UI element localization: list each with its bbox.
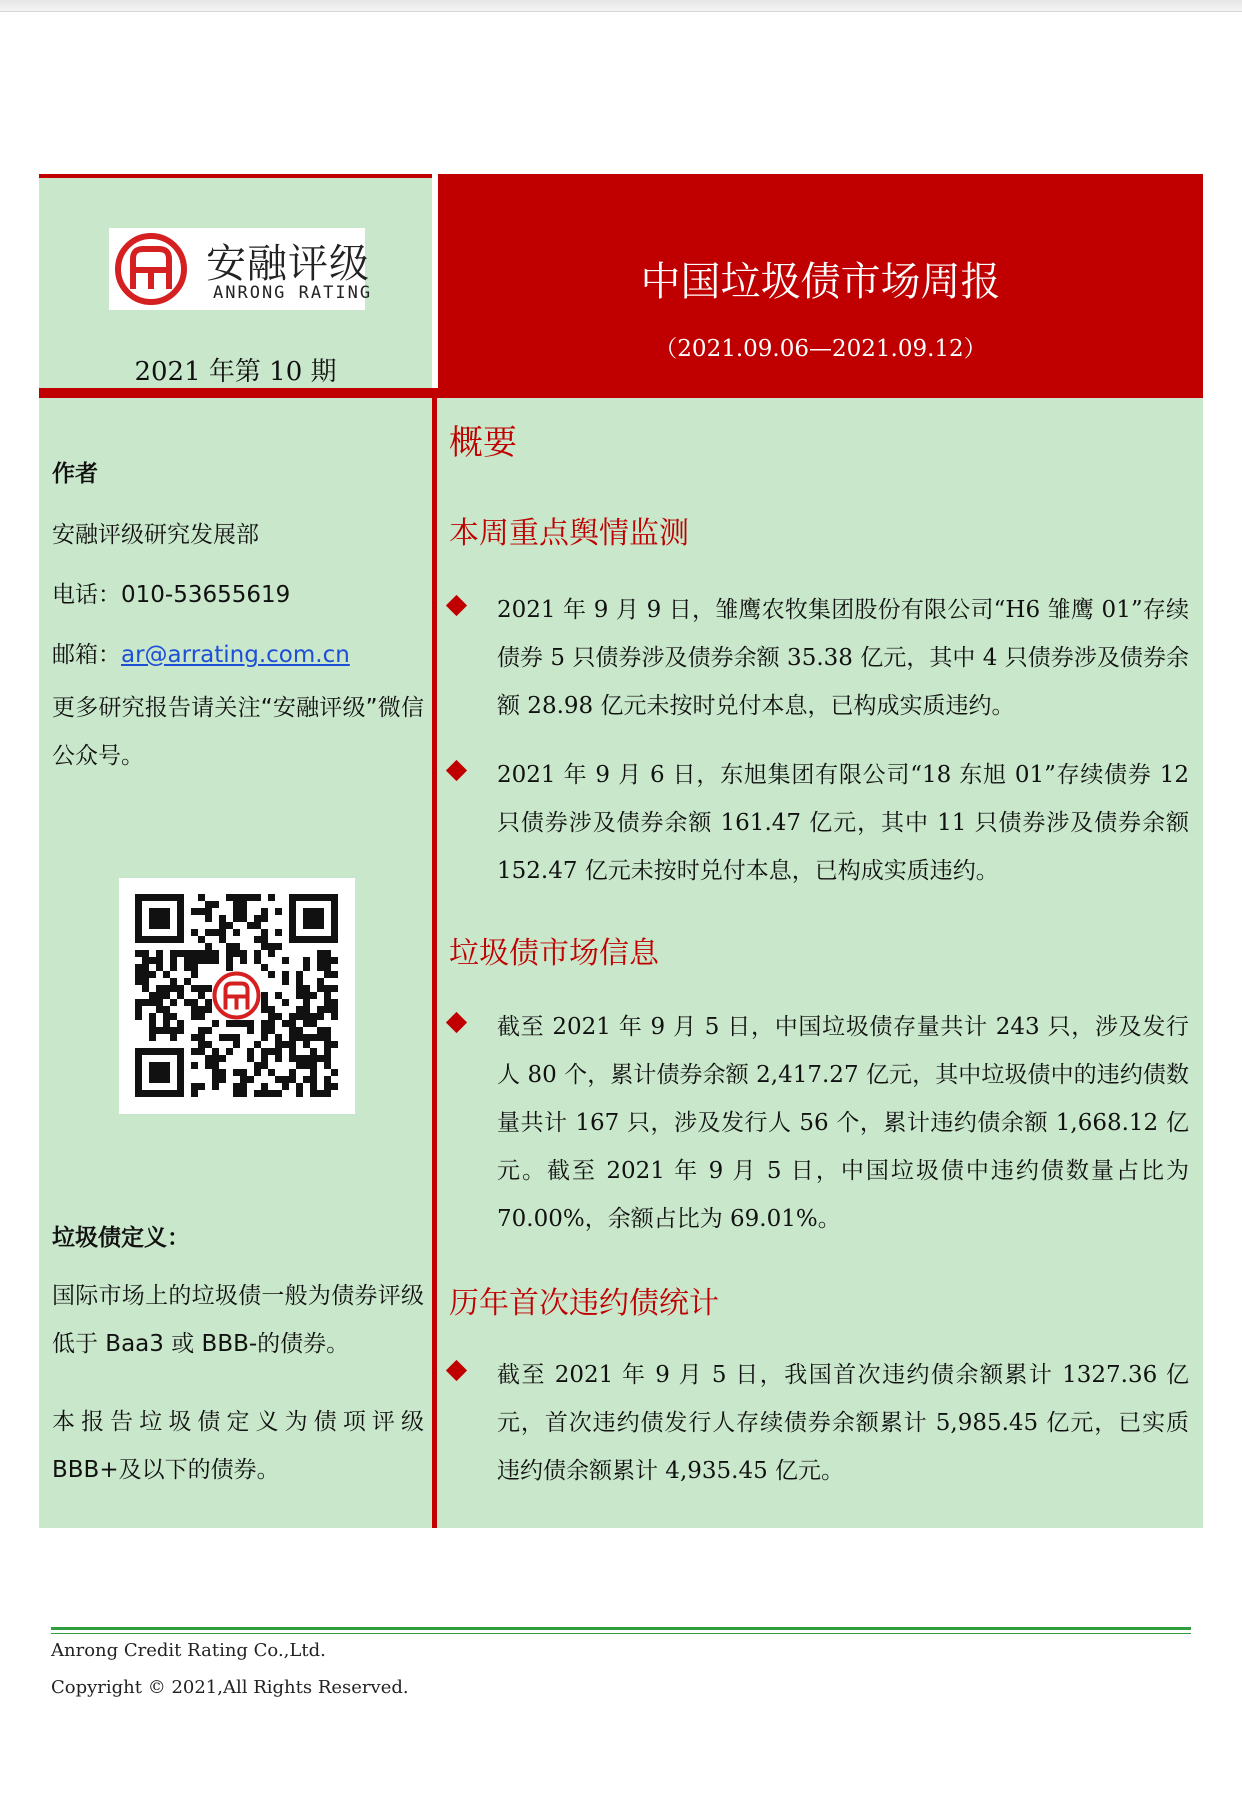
list-item-text: 截至 2021 年 9 月 5 日，我国首次违约债余额累计 1327.36 亿元，首次违约债发行人存续债券余额累计 5,985.45 亿元，已实质违约债余额累计 4,935.45 亿元。 <box>497 1362 1189 1484</box>
diamond-bullet-icon <box>446 1012 467 1033</box>
email-line <box>52 636 424 669</box>
follow-wechat-note: 更多研究报告请关注“安融评级”微信公众号。 <box>52 695 424 769</box>
author-department: 安融评级研究发展部 <box>52 522 259 548</box>
report-title: 中国垃圾债市场周报 <box>640 259 1001 305</box>
diamond-bullet-icon <box>446 760 467 781</box>
company-logo <box>109 228 373 310</box>
diamond-bullet-icon <box>446 1360 467 1381</box>
logo-english-text: ANRONG RATING <box>213 283 373 303</box>
definition-international: 国际市场上的垃圾债一般为债券评级低于 Baa3 或 BBB-的债券。 <box>52 1283 424 1357</box>
wechat-qr-code <box>119 878 355 1114</box>
definition-title: 垃圾债定义： <box>52 1225 190 1251</box>
main-content <box>437 398 1203 1528</box>
diamond-bullet-icon <box>446 595 467 616</box>
list-item-text: 截至 2021 年 9 月 5 日，中国垃圾债存量共计 243 只，涉及发行人 80 个，累计债券余额 2,417.27 亿元，其中垃圾债中的违约债数量共计 167 只，涉及发行人 56 个，累计违约债余额 1,668.12 亿元。截至 2021 年 9 月 5 日，中国垃圾债中违约债数量占比为 70.00%，余额占比为 69.01%。 <box>497 1014 1189 1232</box>
author-label: 作者 <box>52 461 98 487</box>
footer-company: Anrong Credit Rating Co.,Ltd. <box>51 1640 326 1661</box>
qr-code-graphic <box>119 878 355 1114</box>
list-item-text: 2021 年 9 月 6 日，东旭集团有限公司“18 东旭 01”存续债券 12 只债券涉及债券余额 161.47 亿元，其中 11 只债券涉及债券余额 152.47 亿元未按时兑付本息，已构成实质违约。 <box>497 762 1189 884</box>
header-title-panel <box>438 174 1203 388</box>
issue-number: 2021 年第 10 期 <box>134 357 337 387</box>
overview-heading: 概要 <box>449 423 517 463</box>
footer-rule <box>51 1627 1191 1634</box>
report-period: （2021.09.06—2021.09.12） <box>654 336 987 362</box>
section-heading-opinion: 本周重点舆情监测 <box>449 516 689 551</box>
footer-copyright: Copyright © 2021,All Rights Reserved. <box>51 1677 409 1698</box>
phone-number: 电话：010-53655619 <box>52 582 291 608</box>
email-label: 邮箱： <box>52 642 121 668</box>
email-link[interactable]: ar@arrating.com.cn <box>121 642 350 668</box>
logo-chinese-text: 安融评级 <box>206 241 370 287</box>
viewer-top-bar <box>0 0 1242 12</box>
list-item-text: 2021 年 9 月 9 日，雏鹰农牧集团股份有限公司“H6 雏鹰 01”存续债券 5 只债券涉及债券余额 35.38 亿元，其中 4 只债券涉及债券余额 28.98 亿元未按时兑付本息，已构成实质违约。 <box>497 597 1189 719</box>
section-heading-first-default: 历年首次违约债统计 <box>449 1286 719 1321</box>
header-left-panel <box>39 174 432 392</box>
header-bottom-rule <box>39 388 1203 398</box>
section-heading-market: 垃圾债市场信息 <box>449 936 659 971</box>
sidebar <box>39 398 432 1528</box>
definition-this-report: 本报告垃圾债定义为债项评级 BBB+及以下的债券。 <box>52 1409 424 1483</box>
anrong-logo-icon <box>115 233 187 305</box>
